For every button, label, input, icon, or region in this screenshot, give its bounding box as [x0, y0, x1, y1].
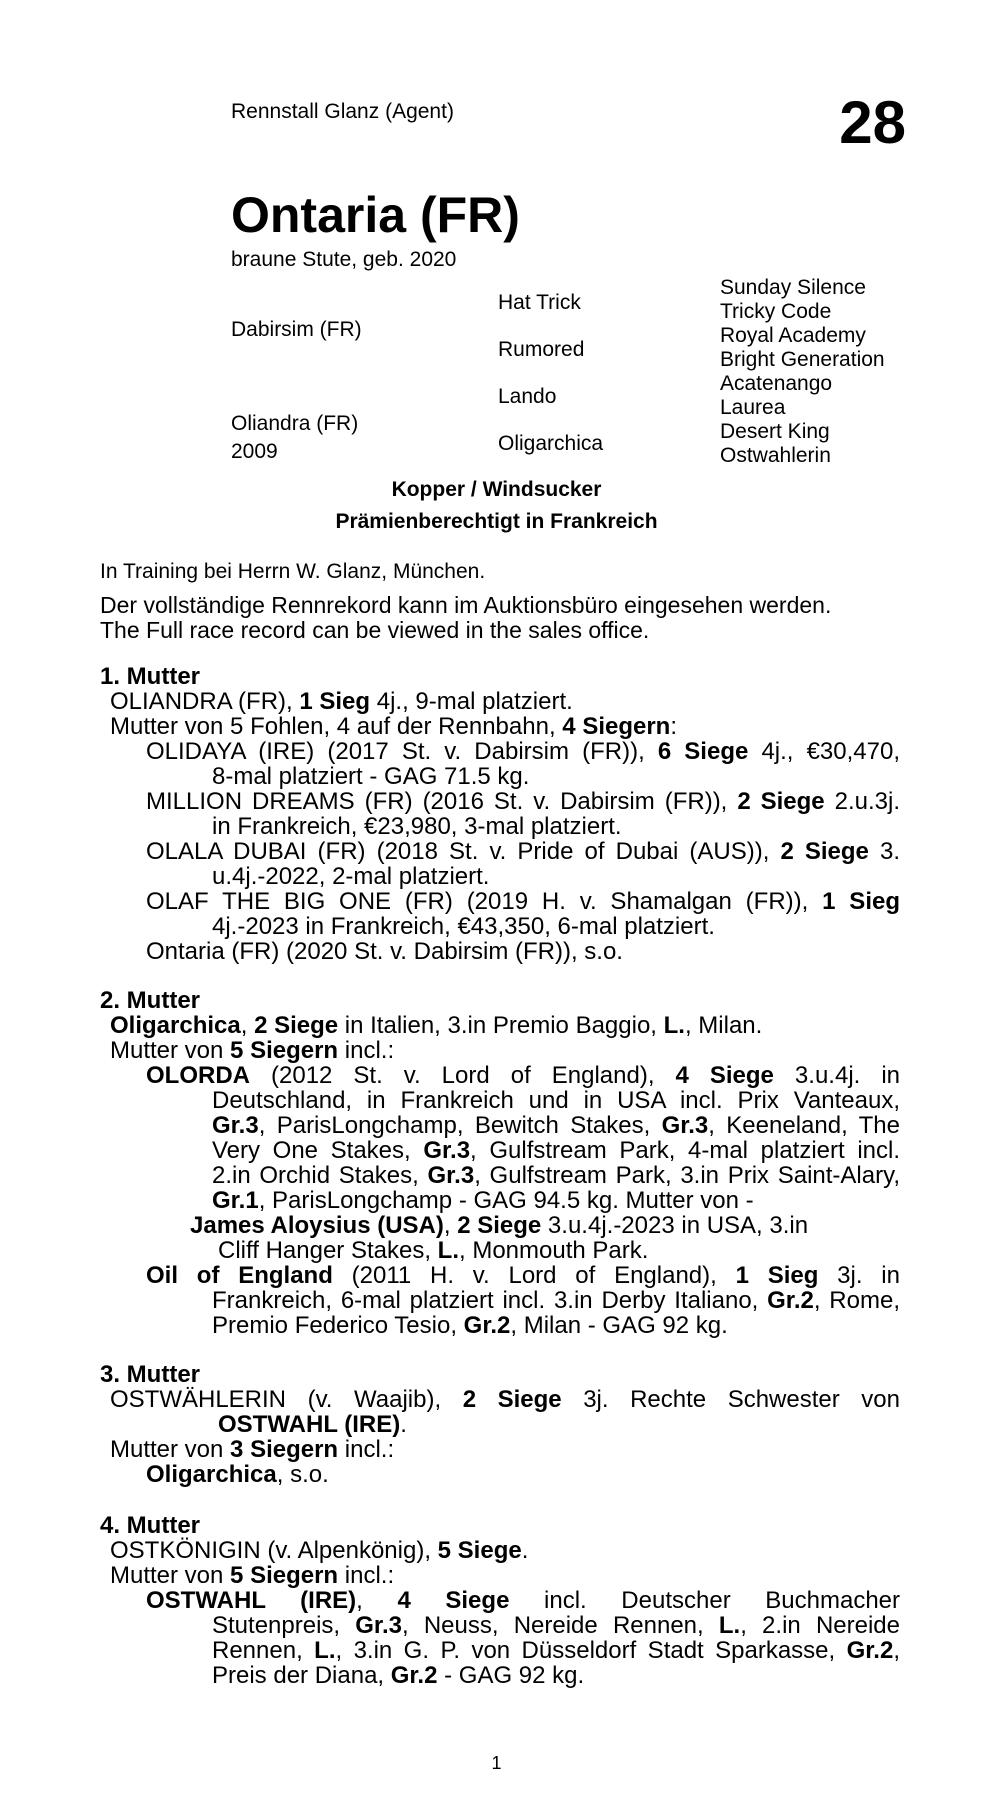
great-grandparent: Tricky Code	[720, 300, 832, 323]
produce-entry-cont: Rennen, L., 3.in G. P. von Düsseldorf Stadt Sparkasse, Gr.2,	[212, 1637, 900, 1664]
grandparent: Rumored	[498, 338, 585, 361]
produce-entry-cont: 2.in Orchid Stakes, Gr.3, Gulfstream Park, 3.in Prix Saint-Alary,	[212, 1162, 900, 1189]
lot-number: 28	[839, 89, 906, 156]
produce-entry: OLORDA (2012 St. v. Lord of England), 4 Siege 3.u.4j. in	[146, 1062, 901, 1089]
produce-entry: OLAF THE BIG ONE (FR) (2019 H. v. Shamalgan (FR)), 1 Sieg	[146, 888, 900, 915]
produce-entry-cont: 8-mal platziert - GAG 71.5 kg.	[212, 763, 530, 790]
great-grandparent: Ostwahlerin	[720, 444, 831, 467]
section-heading: 3. Mutter	[100, 1361, 201, 1388]
section-heading: 4. Mutter	[100, 1512, 201, 1539]
first-dam-section	[100, 664, 900, 964]
grandparent: Lando	[498, 385, 557, 408]
dam-produce-summary: Mutter von 5 Fohlen, 4 auf der Rennbahn, 4 Siegern:	[110, 713, 678, 740]
great-grandparent: Desert King	[720, 420, 830, 443]
dam-produce-summary: Mutter von 3 Siegern incl.:	[110, 1436, 395, 1463]
produce-entry-cont: Cliff Hanger Stakes, L., Monmouth Park.	[218, 1237, 649, 1264]
dam-line: OSTWÄHLERIN (v. Waajib), 2 Siege 3j. Rechte Schwester von	[110, 1386, 900, 1413]
second-dam-section	[100, 988, 900, 1338]
grandparent: Oligarchica	[498, 432, 604, 455]
produce-entry-cont: u.4j.-2022, 2-mal platziert.	[212, 863, 490, 890]
produce-entry: MILLION DREAMS (FR) (2016 St. v. Dabirsim (FR)), 2 Siege 2.u.3j.	[146, 788, 900, 815]
section-heading: 1. Mutter	[100, 663, 201, 690]
produce-entry-cont: in Frankreich, €23,980, 3-mal platziert.	[212, 813, 622, 840]
dam-line: Oligarchica, 2 Siege in Italien, 3.in Premio Baggio, L., Milan.	[110, 1012, 763, 1039]
horse-description: braune Stute, geb. 2020	[231, 248, 457, 271]
fourth-dam-section	[100, 1513, 900, 1688]
race-record-note-de: Der vollständige Rennrekord kann im Auktionsbüro eingesehen werden.	[100, 592, 832, 618]
produce-entry-cont: Gr.3, ParisLongchamp, Bewitch Stakes, Gr.3, Keeneland, The	[212, 1112, 900, 1139]
sire: Dabirsim (FR)	[231, 318, 362, 341]
great-grandparent: Laurea	[720, 396, 786, 419]
produce-entry: Oligarchica, s.o.	[146, 1461, 329, 1488]
page-number: 1	[491, 1753, 502, 1773]
premium-note: Prämienberechtigt in Frankreich	[335, 510, 658, 533]
produce-entry: OSTWAHL (IRE), 4 Siege incl. Deutscher Buchmacher	[146, 1587, 901, 1614]
produce-entry-cont: Stutenpreis, Gr.3, Neuss, Nereide Rennen, L., 2.in Nereide	[212, 1612, 900, 1639]
grandparent: Hat Trick	[498, 291, 581, 314]
produce-entry-cont: Deutschland, in Frankreich und in USA incl. Prix Vanteaux,	[212, 1087, 900, 1114]
horse-name: Ontaria (FR)	[231, 187, 520, 243]
produce-entry: Oil of England (2011 H. v. Lord of England), 1 Sieg 3j. in	[146, 1262, 900, 1289]
produce-entry-cont: Gr.1, ParisLongchamp - GAG 94.5 kg. Mutter von -	[212, 1187, 754, 1214]
produce-entry-cont: Preis der Diana, Gr.2 - GAG 92 kg.	[212, 1662, 585, 1689]
produce-entry-cont: Frankreich, 6-mal platziert incl. 3.in Derby Italiano, Gr.2, Rome,	[212, 1287, 900, 1314]
dam-produce-summary: Mutter von 5 Siegern incl.:	[110, 1562, 395, 1589]
great-grandparent: Royal Academy	[720, 324, 866, 347]
dam-line: OLIANDRA (FR), 1 Sieg 4j., 9-mal platziert.	[110, 688, 573, 715]
produce-entry: James Aloysius (USA), 2 Siege 3.u.4j.-2023 in USA, 3.in	[190, 1212, 809, 1239]
great-grandparent: Sunday Silence	[720, 276, 866, 299]
training-note: In Training bei Herrn W. Glanz, München.	[100, 560, 486, 583]
produce-entry: Ontaria (FR) (2020 St. v. Dabirsim (FR)), s.o.	[146, 938, 623, 965]
produce-entry: OLIDAYA (IRE) (2017 St. v. Dabirsim (FR)), 6 Siege 4j., €30,470,	[146, 738, 901, 765]
produce-entry-cont: Premio Federico Tesio, Gr.2, Milan - GAG 92 kg.	[212, 1312, 728, 1339]
vice-note: Kopper / Windsucker	[391, 478, 602, 501]
produce-entry: OLALA DUBAI (FR) (2018 St. v. Pride of Dubai (AUS)), 2 Siege 3.	[146, 838, 900, 865]
produce-entry-cont: Very One Stakes, Gr.3, Gulfstream Park, 4-mal platziert incl.	[212, 1137, 900, 1164]
dam-line-cont: OSTWAHL (IRE).	[218, 1411, 407, 1438]
dam-year: 2009	[231, 440, 278, 463]
section-heading: 2. Mutter	[100, 987, 201, 1014]
dam: Oliandra (FR)	[231, 412, 359, 435]
third-dam-section	[100, 1362, 900, 1487]
dam-line: OSTKÖNIGIN (v. Alpenkönig), 5 Siege.	[110, 1537, 529, 1564]
dam-produce-summary: Mutter von 5 Siegern incl.:	[110, 1037, 395, 1064]
produce-entry-cont: 4j.-2023 in Frankreich, €43,350, 6-mal platziert.	[212, 913, 715, 940]
great-grandparent: Acatenango	[720, 372, 833, 395]
great-grandparent: Bright Generation	[720, 348, 885, 371]
consignor: Rennstall Glanz (Agent)	[231, 100, 454, 123]
race-record-note-en: The Full race record can be viewed in the sales office.	[100, 617, 650, 643]
